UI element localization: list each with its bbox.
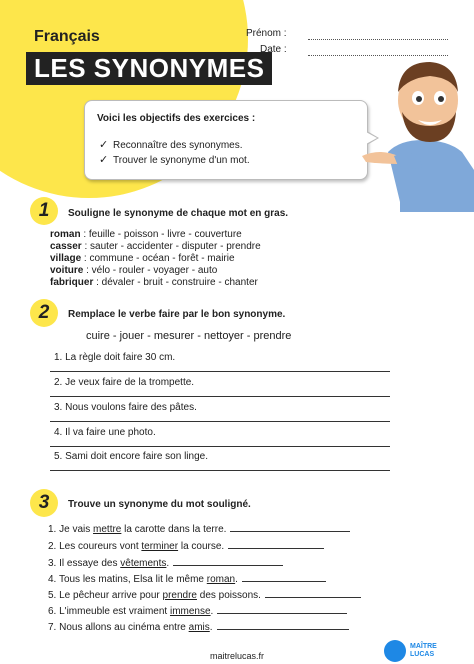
teacher-illustration xyxy=(360,52,474,212)
sentence-end: des poissons. xyxy=(196,590,261,601)
firstname-label: Prénom : xyxy=(246,28,287,39)
sentence-start: 1. Je vais xyxy=(48,524,94,535)
choices[interactable]: : feuille - poisson - livre - couverture xyxy=(80,229,242,240)
bold-word: roman xyxy=(50,229,81,240)
sentence-end: . xyxy=(166,558,170,569)
objectives-box xyxy=(84,100,368,180)
synonym-row xyxy=(50,241,261,253)
answer-blank[interactable] xyxy=(230,530,350,532)
synonym-row xyxy=(50,265,217,277)
choices[interactable]: : vélo - rouler - voyager - auto xyxy=(83,265,218,276)
underlined-word: roman xyxy=(206,574,236,585)
sentence-end: . xyxy=(235,574,238,585)
answer-blank[interactable] xyxy=(265,596,361,598)
logo-text xyxy=(410,643,437,659)
firstname-field[interactable] xyxy=(246,28,287,39)
sentence-start: 2. Les coureurs vont xyxy=(48,541,142,552)
answer-line[interactable] xyxy=(50,470,390,471)
subject-label: Français xyxy=(34,28,100,45)
bold-word: casser xyxy=(50,241,82,252)
exercise-3-instruction: Trouve un synonyme du mot souligné. xyxy=(68,499,251,510)
choices[interactable]: : dévaler - bruit - construire - chanter xyxy=(93,277,258,288)
check-icon: ✓ xyxy=(99,139,109,151)
sentence-start: 7. Nous allons au cinéma entre xyxy=(48,622,189,633)
maitre-lucas-logo xyxy=(384,640,406,662)
answer-line[interactable] xyxy=(50,396,390,397)
exercise-2-sentence: 3. Nous voulons faire des pâtes. xyxy=(54,402,197,413)
underlined-word: amis xyxy=(188,622,210,633)
exercise-3-sentence xyxy=(48,622,349,633)
footer-site[interactable]: maitrelucas.fr xyxy=(209,651,264,661)
choices[interactable]: : commune - océan - forêt - mairie xyxy=(81,253,235,264)
exercise-1-number: 1 xyxy=(30,197,58,225)
synonym-row xyxy=(50,277,258,289)
answer-blank[interactable] xyxy=(217,628,349,630)
verb-list: cuire - jouer - mesurer - nettoyer - prendre xyxy=(86,330,292,342)
choices[interactable]: : sauter - accidenter - disputer - prendre xyxy=(81,241,261,252)
answer-line[interactable] xyxy=(50,371,390,372)
sentence-end: la carotte dans la terre. xyxy=(121,524,227,535)
underlined-word: mettre xyxy=(93,524,122,535)
exercise-3-sentence xyxy=(48,574,326,585)
answer-blank[interactable] xyxy=(173,564,283,566)
page-title: LES SYNONYMES xyxy=(26,52,272,85)
objective-text: Trouver le synonyme d'un mot. xyxy=(113,155,250,166)
exercise-2-sentence: 5. Sami doit encore faire son linge. xyxy=(54,451,208,462)
sentence-start: 3. Il essaye des xyxy=(48,558,121,569)
sentence-start: 6. L'immeuble est vraiment xyxy=(48,606,170,617)
bold-word: fabriquer xyxy=(50,277,94,288)
objectives-title: Voici les objectifs des exercices : xyxy=(97,113,256,124)
answer-line[interactable] xyxy=(50,446,390,447)
bold-word: voiture xyxy=(50,265,84,276)
exercise-3-sentence xyxy=(48,590,361,601)
date-field[interactable] xyxy=(260,44,287,55)
bold-word: village xyxy=(50,253,82,264)
answer-line[interactable] xyxy=(50,421,390,422)
underlined-word: vêtements xyxy=(120,558,167,569)
underlined-word: immense xyxy=(169,606,211,617)
sentence-end: la course. xyxy=(178,541,225,552)
exercise-3-sentence xyxy=(48,524,350,535)
logo-line-2: LUCAS xyxy=(410,651,435,658)
synonym-row xyxy=(50,229,242,241)
logo-line-1: MAÎTRE xyxy=(410,643,437,650)
objective-item xyxy=(99,138,243,151)
answer-blank[interactable] xyxy=(242,580,326,582)
sentence-end: . xyxy=(209,622,213,633)
check-icon: ✓ xyxy=(99,154,109,166)
sentence-start: 4. Tous les matins, Elsa lit le même xyxy=(48,574,207,585)
sentence-end: . xyxy=(210,606,214,617)
sentence-start: 5. Le pêcheur arrive pour xyxy=(48,590,163,601)
exercise-3-number: 3 xyxy=(30,489,58,517)
exercise-2-number: 2 xyxy=(30,299,58,327)
exercise-3-sentence xyxy=(48,558,283,569)
objective-item xyxy=(99,153,250,166)
exercise-2-sentence: 1. La règle doit faire 30 cm. xyxy=(54,352,176,363)
underlined-word: terminer xyxy=(141,541,179,552)
date-label: Date : xyxy=(260,44,287,55)
exercise-2-sentence: 4. Il va faire une photo. xyxy=(54,427,156,438)
answer-blank[interactable] xyxy=(217,612,347,614)
exercise-2-instruction: Remplace le verbe faire par le bon synonyme. xyxy=(68,309,286,320)
exercise-3-sentence xyxy=(48,541,324,552)
exercise-1-instruction: Souligne le synonyme de chaque mot en gras. xyxy=(68,208,289,219)
underlined-word: prendre xyxy=(162,590,197,601)
answer-blank[interactable] xyxy=(228,547,324,549)
exercise-2-sentence: 2. Je veux faire de la trompette. xyxy=(54,377,195,388)
objective-text: Reconnaître des synonymes. xyxy=(113,140,243,151)
firstname-line[interactable] xyxy=(308,31,448,40)
exercise-3-sentence xyxy=(48,606,347,617)
synonym-row xyxy=(50,253,235,265)
